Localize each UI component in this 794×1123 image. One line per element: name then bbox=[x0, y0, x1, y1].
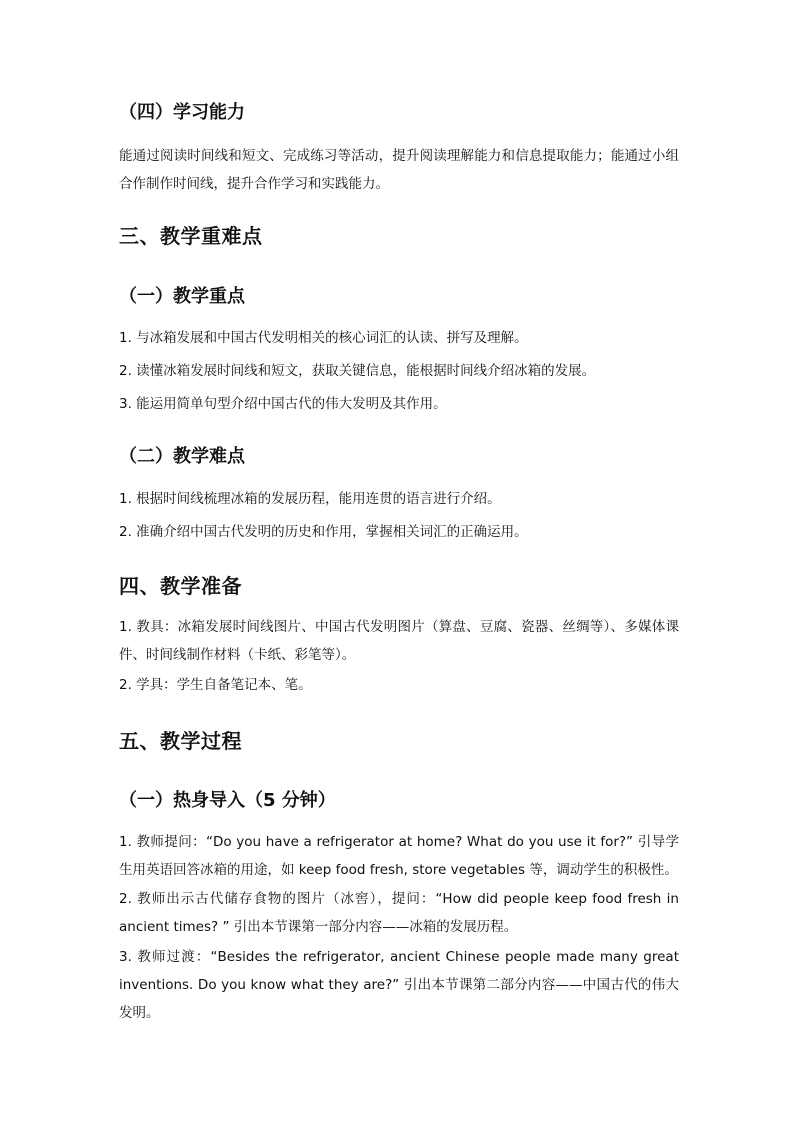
paragraph-learning-ability: 能通过阅读时间线和短文、完成练习等活动，提升阅读理解能力和信息提取能力；能通过小组合作制作时间线，提升合作学习和实践能力。 bbox=[119, 148, 679, 192]
list-item: 1. 根据时间线梳理冰箱的发展历程，能用连贯的语言进行介绍。 bbox=[119, 491, 501, 507]
section-heading-key-difficult-points: 三、教学重难点 bbox=[119, 224, 263, 248]
list-item: 2. 学具：学生自备笔记本、笔。 bbox=[119, 677, 312, 693]
list-item: 1. 教师提问：“Do you have a refrigerator at home? What do you use it for?” 引导学生用英语回答冰箱的用途，如 keep food fresh, store vegetables 等，调动学生的积极性。 bbox=[119, 834, 679, 878]
list-item: 2. 准确介绍中国古代发明的历史和作用，掌握相关词汇的正确运用。 bbox=[119, 524, 528, 540]
section-heading-learning-ability: （四）学习能力 bbox=[119, 102, 245, 123]
list-item: 1. 与冰箱发展和中国古代发明相关的核心词汇的认读、拼写及理解。 bbox=[119, 330, 528, 346]
list-item: 3. 教师过渡：“Besides the refrigerator, ancient Chinese people made many great inventions. Do you know what they are?” 引出本节课第二部分内容——中国古代的伟大发明。 bbox=[119, 949, 679, 1021]
subheading-teaching-difficulties: （二）教学难点 bbox=[119, 446, 245, 467]
list-item: 1. 教具：冰箱发展时间线图片、中国古代发明图片（算盘、豆腐、瓷器、丝绸等）、多媒体课件、时间线制作材料（卡纸、彩笔等）。 bbox=[119, 619, 679, 663]
list-item: 2. 教师出示古代储存食物的图片（冰窖），提问：“How did people keep food fresh in ancient times? ” 引出本节课第一部分内容——冰箱的发展历程。 bbox=[119, 891, 679, 935]
subheading-warm-up: （一）热身导入（5 分钟） bbox=[119, 790, 336, 811]
section-heading-teaching-process: 五、教学过程 bbox=[119, 729, 242, 753]
list-item: 3. 能运用简单句型介绍中国古代的伟大发明及其作用。 bbox=[119, 396, 447, 412]
subheading-teaching-key-points: （一）教学重点 bbox=[119, 286, 245, 307]
section-heading-teaching-preparation: 四、教学准备 bbox=[119, 574, 242, 598]
list-item: 2. 读懂冰箱发展时间线和短文，获取关键信息，能根据时间线介绍冰箱的发展。 bbox=[119, 363, 596, 379]
